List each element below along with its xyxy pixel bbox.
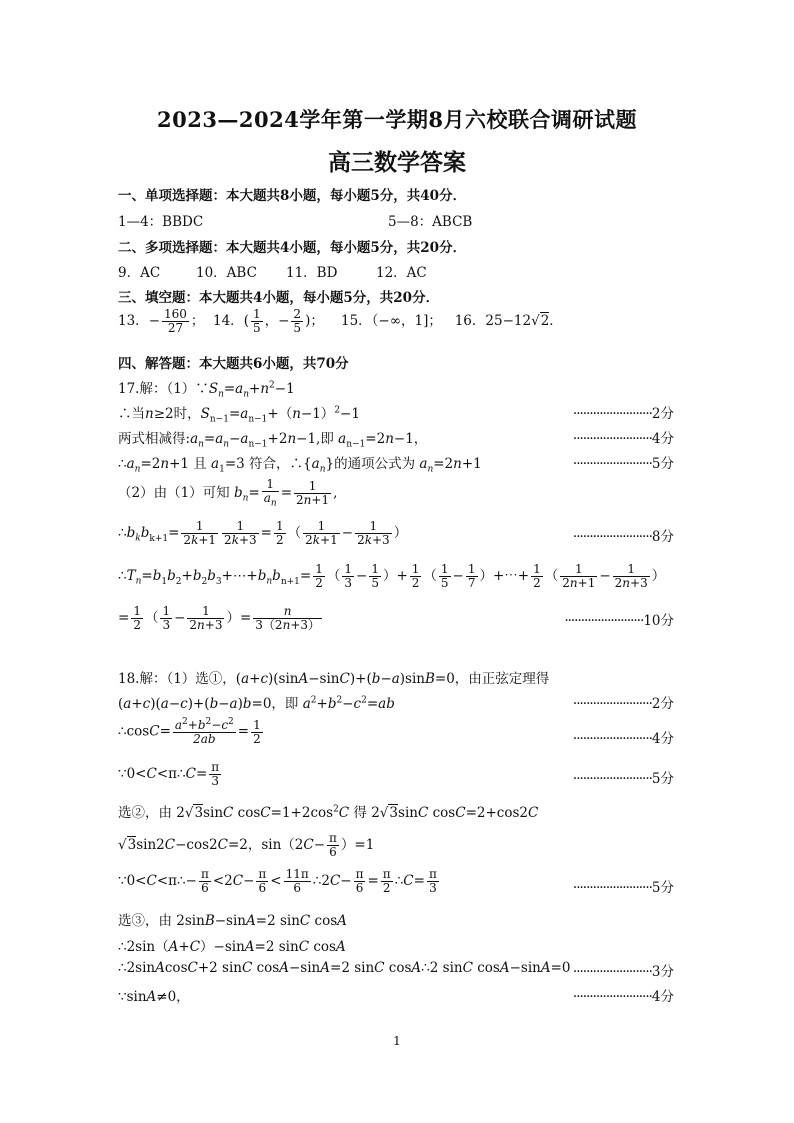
- section-2-heading: 二、多项选择题：本大题共4小题，每小题5分，共20分．: [118, 240, 467, 256]
- p18-line1: 18.解：（1）选①，(a+c)(sinA−sinC)+(b−a)sinB=0，由正弦定理得: [118, 671, 550, 687]
- answers-5-8: 5—8：ABCB: [388, 214, 473, 230]
- points-2-b: ························2分: [572, 696, 674, 712]
- p17-line8: = $\frac{1}{2}$ （ $\frac{1}{3}$ − $\frac{1}{2n+3}$ ）= $\frac{n}{3(2n+3)}$: [118, 604, 321, 633]
- p18-line9: ∴2sin（A+C）−sinA=2 sinC cosA: [118, 939, 346, 955]
- fill-answers: 13．− $\frac{160}{27}$ ； 14．( $\frac{1}{5}$ ，− $\frac{2}{5}$ )； 15．（−∞，1]； 16．25−12√2．: [118, 307, 563, 336]
- p17-line2: ∴当n≥2时，$S_{n-1}=a_{n-1}+(n-1)^2-1$: [118, 405, 360, 425]
- p18-line3: ∴cosC= $\frac{a^2+b^2-c^2}{2ab}$ = $\frac{1}{2}$: [118, 717, 261, 747]
- page-number: 1: [393, 1034, 401, 1048]
- points-2-a: ························2分: [572, 406, 674, 422]
- p18-line4: ∵0<C<π∴C= $\frac{\pi}{3}$: [118, 760, 220, 789]
- answer-15: 15．（−∞，1]；: [341, 313, 442, 330]
- answers-1-4: 1—4：BBDC: [118, 214, 204, 230]
- answer-10: 10．ABC: [196, 265, 257, 281]
- points-5-a: ························5分: [572, 456, 674, 472]
- points-8: ························8分: [572, 529, 674, 545]
- points-4-b: ························4分: [572, 731, 674, 747]
- points-5-c: ························5分: [572, 880, 674, 896]
- points-5-b: ························5分: [572, 771, 674, 787]
- p18-line2: (a+c)(a−c)+(b−a)b=0，即 $a^2+b^2-c^2=ab$: [118, 695, 395, 712]
- section-1-heading: 一、单项选择题：本大题共8小题，每小题5分，共40分．: [118, 188, 467, 204]
- section-4-heading: 四、解答题：本大题共6小题，共70分: [118, 356, 349, 372]
- page-subtitle: 高三数学答案: [328, 149, 466, 176]
- page-title: 2023—2024学年第一学期8月六校联合调研试题: [156, 107, 637, 132]
- answer-12: 12．AC: [376, 265, 427, 281]
- p17-line5: （2）由（1）可知 $b_n=$ $\frac{1}{a_n}$ = $\frac{1}{2n+1}$ ,: [118, 477, 338, 509]
- section-3-heading: 三、填空题：本大题共4小题，每小题5分，共20分．: [118, 290, 440, 306]
- p18-line7: ∵0<C<π∴− $\frac{\pi}{6}$ <2C− $\frac{\pi}{6}$ < $\frac{11\pi}{6}$ ∴2C− $\frac{\pi}{6}$ = $\frac{\pi}{2}$ ∴C= $\frac{\pi}{3}$: [118, 867, 437, 896]
- points-4-a: ························4分: [572, 431, 674, 447]
- answer-14-label: 14．: [213, 313, 244, 330]
- p17-line6: $\therefore b_kb_{k+1}=$ $\frac{1}{2k+1}$ $\frac{1}{2k+3}$ = $\frac{1}{2}$ （ $\frac{1}{2k+1}$ − $\frac{1}{2k+3}$ ）: [118, 519, 408, 548]
- p17-line4: $\therefore a_n=2n+1$ 且 $a_1=3$ 符合，$\therefore\{a_n\}$的通项公式为 $a_n=2n+1$: [118, 456, 482, 475]
- p18-line6: √3sin2C−cos2C=2，sin（2C− $\frac{\pi}{6}$ ）=1: [118, 831, 375, 860]
- p18-line10: ∴2sinAcosC+2 sinC cosA−sinA=2 sinC cosA∴2 sinC cosA−sinA=0: [118, 960, 571, 976]
- answer-13-label: 13．: [118, 313, 149, 330]
- answer-11: 11．BD: [286, 265, 338, 281]
- points-10: ························10分: [564, 613, 674, 629]
- answer-16-label: 16．25−12: [454, 313, 532, 330]
- p18-line5: 选②，由 2√3sinC $\cos C=1+2\cos^2C$ 得 2√3sinC cosC=2+cos2C: [118, 804, 539, 821]
- p17-line3: 两式相减得$:a_n=a_n-a_{n-1}+2n-1$,即 $a_{n-1}=2n-1$，: [118, 431, 428, 450]
- points-3: ························3分: [572, 964, 674, 980]
- p18-line8: 选③，由 2sinB−sinA=2 sinC cosA: [118, 913, 347, 929]
- points-4-c: ························4分: [572, 989, 674, 1005]
- p18-line11: ∵sinA≠0，: [118, 989, 190, 1005]
- answer-9: 9．AC: [118, 265, 161, 281]
- p17-line7: $\therefore T_n=b_1b_2+b_2b_3+\cdots+b_nb_{n+1}=$ $\frac{1}{2}$ （ $\frac{1}{3}$ − $\frac{1}{5}$ ）+ $\frac{1}{2}$ （ $\frac{1}{5}$ − $\frac{1}{7}$ ）+⋯+ $\frac{1}{2}$ （ $\frac{1}{2n+1}$ − $\frac{1}{2n+3}$ ）: [118, 562, 666, 591]
- p17-line1: 17.解：$(1)\because S_n=a_n+n^2-1$: [118, 380, 295, 400]
